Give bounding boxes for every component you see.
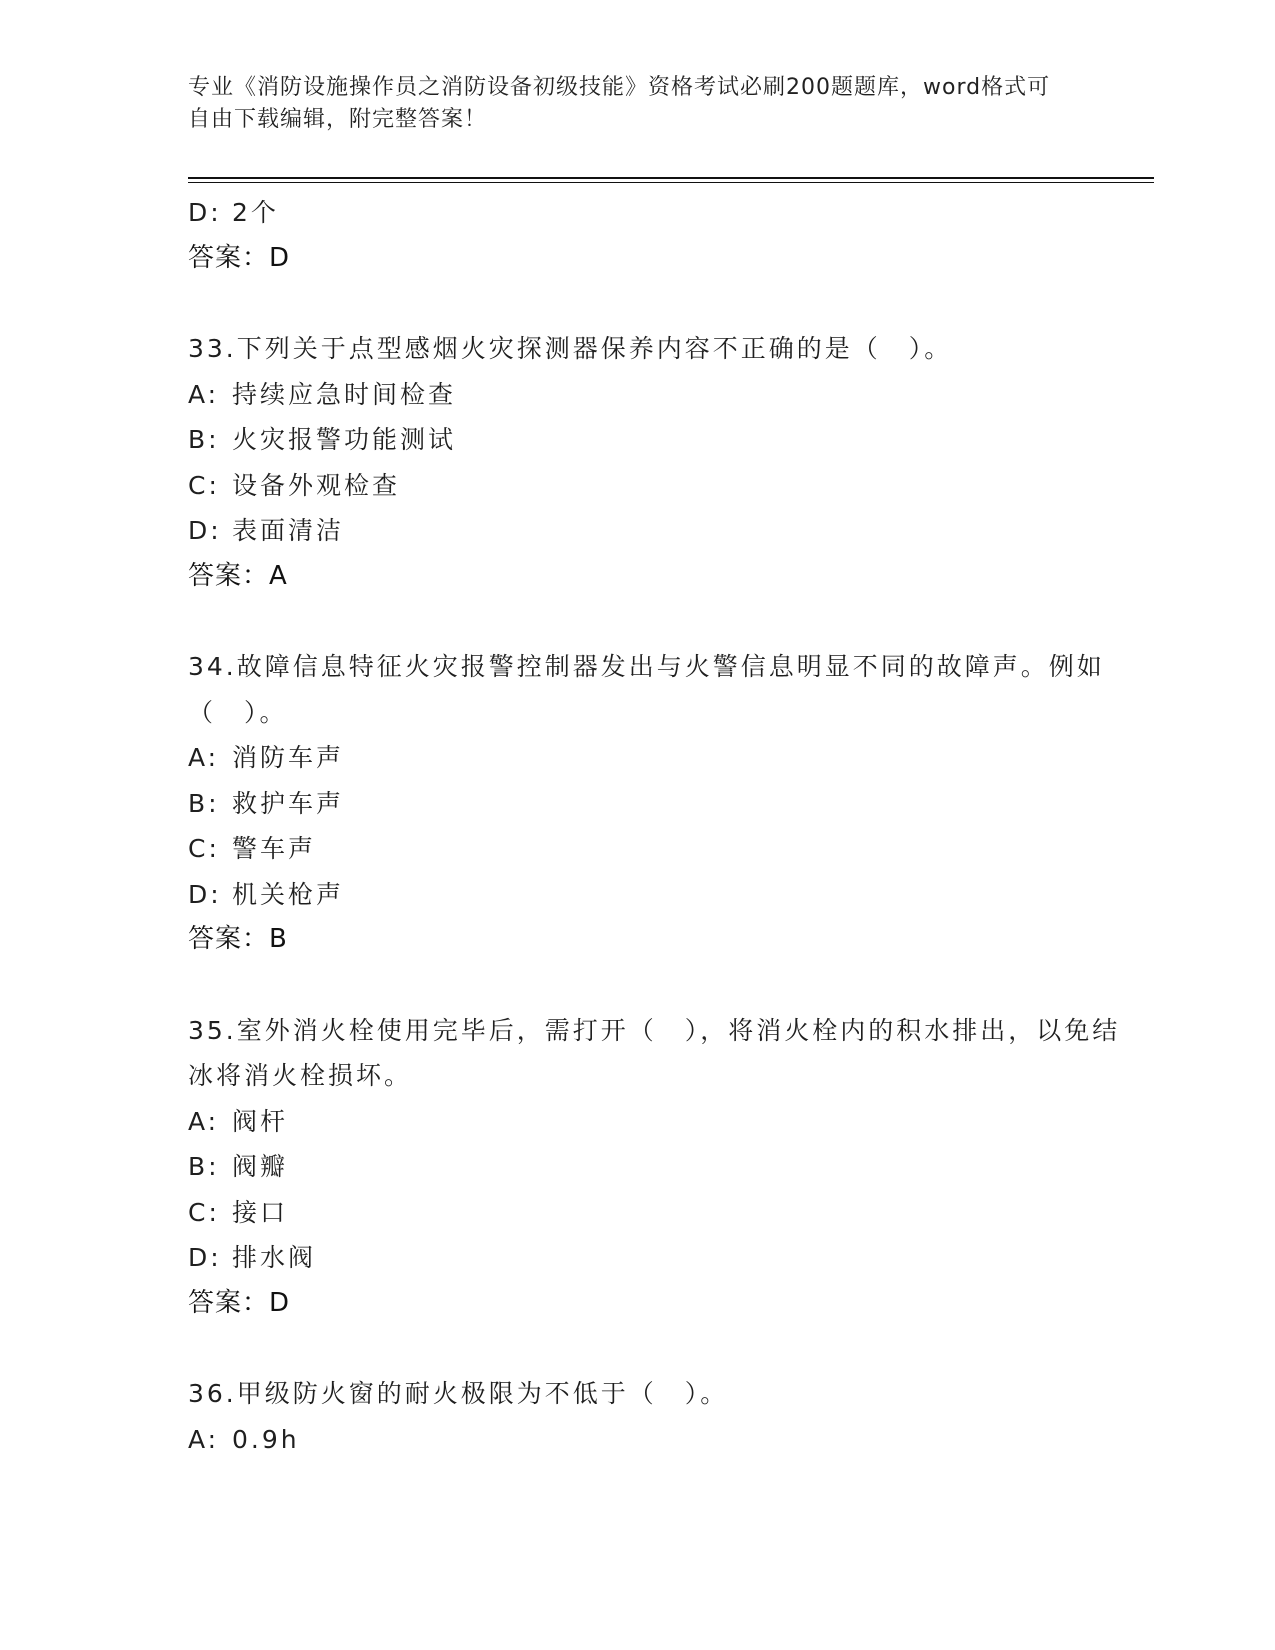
option-a <box>188 1099 1148 1145</box>
option-letter: D: <box>188 879 222 909</box>
answer-line: 答案：B <box>188 924 288 954</box>
option-letter: D: <box>188 198 222 227</box>
carryover-block <box>188 190 1148 281</box>
option-d <box>188 872 1148 918</box>
option-letter: C: <box>188 834 220 863</box>
option-c <box>188 1190 1148 1236</box>
option-text: 表面清洁 <box>232 516 345 545</box>
option-d <box>188 1235 1148 1281</box>
option-text: 救护车声 <box>232 788 345 818</box>
option-letter: B: <box>188 425 220 454</box>
option-c <box>188 463 1148 509</box>
header-divider <box>188 177 1154 183</box>
question-33 <box>188 326 1148 599</box>
option-d <box>188 508 1148 554</box>
option-text: 阀瓣 <box>232 1152 289 1181</box>
option-letter: A: <box>188 1424 220 1454</box>
question-text: 34.故障信息特征火灾报警控制器发出与火警信息明显不同的故障声。例如（ ）。 <box>188 652 1105 727</box>
question-text: 36.甲级防火窗的耐火极限为不低于（ ）。 <box>188 1379 729 1408</box>
question-text: 33.下列关于点型感烟火灾探测器保养内容不正确的是（ ）。 <box>188 334 953 363</box>
option-text: 消防车声 <box>232 743 345 772</box>
answer-line: 答案：D <box>188 242 291 273</box>
option-text: 火灾报警功能测试 <box>232 425 457 454</box>
question-34 <box>188 644 1148 963</box>
question-36 <box>188 1371 1148 1462</box>
option-a <box>188 1417 1148 1463</box>
option-text: 排水阀 <box>232 1243 317 1272</box>
option-text: 接口 <box>232 1197 289 1227</box>
option-text: 2个 <box>232 198 279 227</box>
document-header: 专业《消防设施操作员之消防设备初级技能》资格考试必刷200题题库，word格式可自由下载编辑，附完整答案！ <box>188 75 1051 132</box>
option-letter: A: <box>188 379 220 409</box>
option-letter: B: <box>188 788 220 818</box>
option-text: 机关枪声 <box>232 879 345 909</box>
option-letter: D: <box>188 516 222 545</box>
option-text: 持续应急时间检查 <box>232 379 457 409</box>
option-b <box>188 417 1148 463</box>
option-a <box>188 372 1148 418</box>
option-b <box>188 781 1148 827</box>
option-letter: B: <box>188 1152 220 1181</box>
question-35 <box>188 1008 1148 1327</box>
answer-line: 答案：A <box>188 560 288 591</box>
option-letter: C: <box>188 1197 220 1227</box>
option-text: 0.9h <box>232 1424 300 1454</box>
option-letter: D: <box>188 1243 222 1272</box>
option-text: 阀杆 <box>232 1106 289 1136</box>
answer-line: 答案：D <box>188 1287 291 1318</box>
option-d <box>188 190 1148 236</box>
option-c <box>188 826 1148 872</box>
option-letter: A: <box>188 1106 220 1136</box>
question-text: 35.室外消火栓使用完毕后，需打开（ ），将消火栓内的积水排出，以免结冰将消火栓损坏。 <box>188 1015 1121 1090</box>
option-text: 设备外观检查 <box>232 470 401 500</box>
question-list <box>188 190 1148 1462</box>
option-b <box>188 1144 1148 1190</box>
option-a <box>188 735 1148 781</box>
option-text: 警车声 <box>232 834 317 863</box>
option-letter: A: <box>188 743 220 772</box>
option-letter: C: <box>188 470 220 500</box>
